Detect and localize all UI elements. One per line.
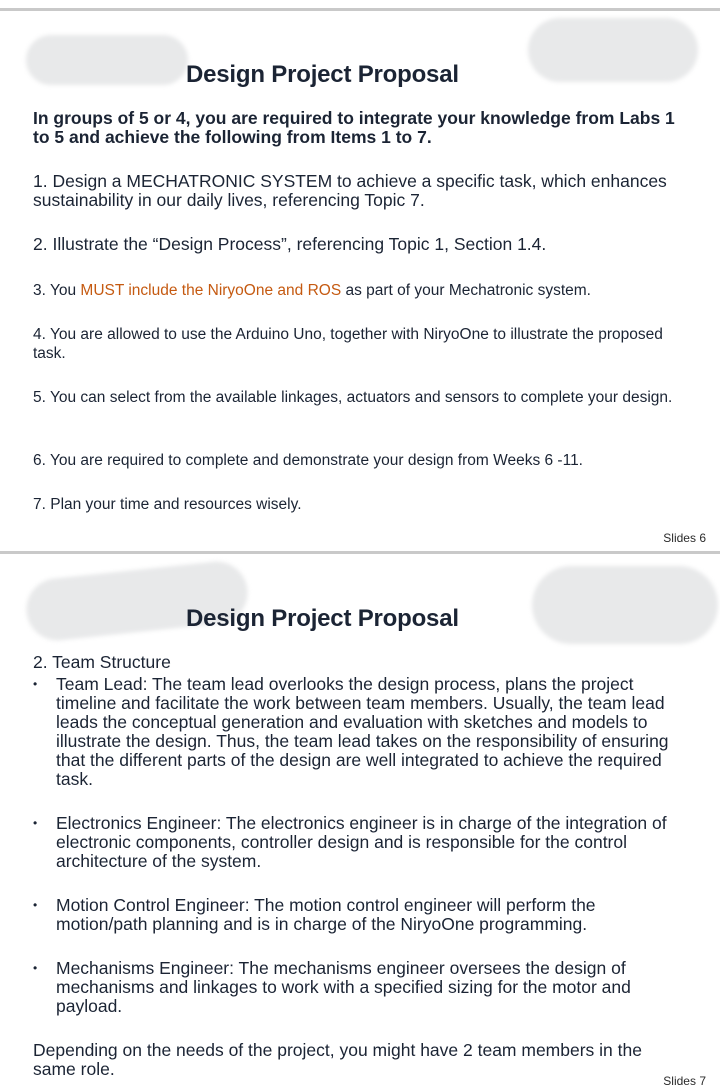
list-item-3: [33, 281, 693, 300]
bullet-electronics-engineer: [33, 814, 683, 871]
slide-number: Slides 6: [663, 531, 706, 545]
bullet-text: Electronics Engineer: The electronics engineer is in charge of the integration of electronic components, controller design and is responsible for the control architecture of the system.: [56, 813, 667, 871]
bullet-team-lead: [33, 675, 683, 789]
list-item: 1. Design a MECHATRONIC SYSTEM to achieve a specific task, which enhances sustainability in our daily lives, referencing Topic 7.: [33, 171, 667, 210]
slide-number: Slides 7: [663, 1074, 706, 1088]
slide-7: [0, 554, 720, 1091]
redacted-logo-right: [532, 566, 718, 644]
redacted-logo-left: [26, 35, 188, 85]
bullet-mechanisms-engineer: [33, 959, 683, 1016]
bullet-motion-control-engineer: [33, 896, 683, 934]
slide-title: Design Project Proposal: [186, 61, 459, 88]
item-3-suffix: as part of your Mechatronic system.: [341, 282, 591, 299]
item-3-highlight: MUST include the NiryoOne and ROS: [80, 282, 342, 299]
bullet-text: Motion Control Engineer: The motion control engineer will perform the motion/path planning and is in charge of the NiryoOne programming.: [56, 895, 596, 934]
bullet-marker: •: [33, 677, 38, 691]
list-item: 5. You can select from the available linkages, actuators and sensors to complete your design.: [33, 389, 673, 406]
item-3-prefix: 3. You: [33, 282, 81, 299]
bullet-text: Mechanisms Engineer: The mechanisms engineer oversees the design of mechanisms and linkages to work with a specified sizing for the motor and payload.: [56, 958, 631, 1016]
bullet-text: Team Lead: The team lead overlooks the design process, plans the project timeline and facilitate the work between team members. Usually, the team lead leads the conceptual generation and evaluation with sketches and models to illustrate the design. Thus, the team lead takes on the responsibility of ensuring that the different parts of the design are well integrated to achieve the required task.: [56, 674, 669, 789]
section-heading: 2. Team Structure: [33, 652, 171, 672]
redacted-logo-right: [528, 18, 698, 82]
closing-note: Depending on the needs of the project, you might have 2 team members in the same role.: [33, 1040, 642, 1079]
list-item: 2. Illustrate the “Design Process”, referencing Topic 1, Section 1.4.: [33, 234, 547, 254]
list-item: 4. You are allowed to use the Arduino Uno, together with NiryoOne to illustrate the proposed task.: [33, 326, 663, 362]
bullet-marker: •: [33, 898, 38, 912]
slide-intro: In groups of 5 or 4, you are required to integrate your knowledge from Labs 1 to 5 and achieve the following from Items 1 to 7.: [33, 108, 675, 147]
list-item: 6. You are required to complete and demonstrate your design from Weeks 6 -11.: [33, 452, 583, 469]
bullet-marker: •: [33, 961, 38, 975]
bullet-marker: •: [33, 816, 38, 830]
list-item: 7. Plan your time and resources wisely.: [33, 496, 302, 513]
slide-title: Design Project Proposal: [186, 605, 459, 632]
